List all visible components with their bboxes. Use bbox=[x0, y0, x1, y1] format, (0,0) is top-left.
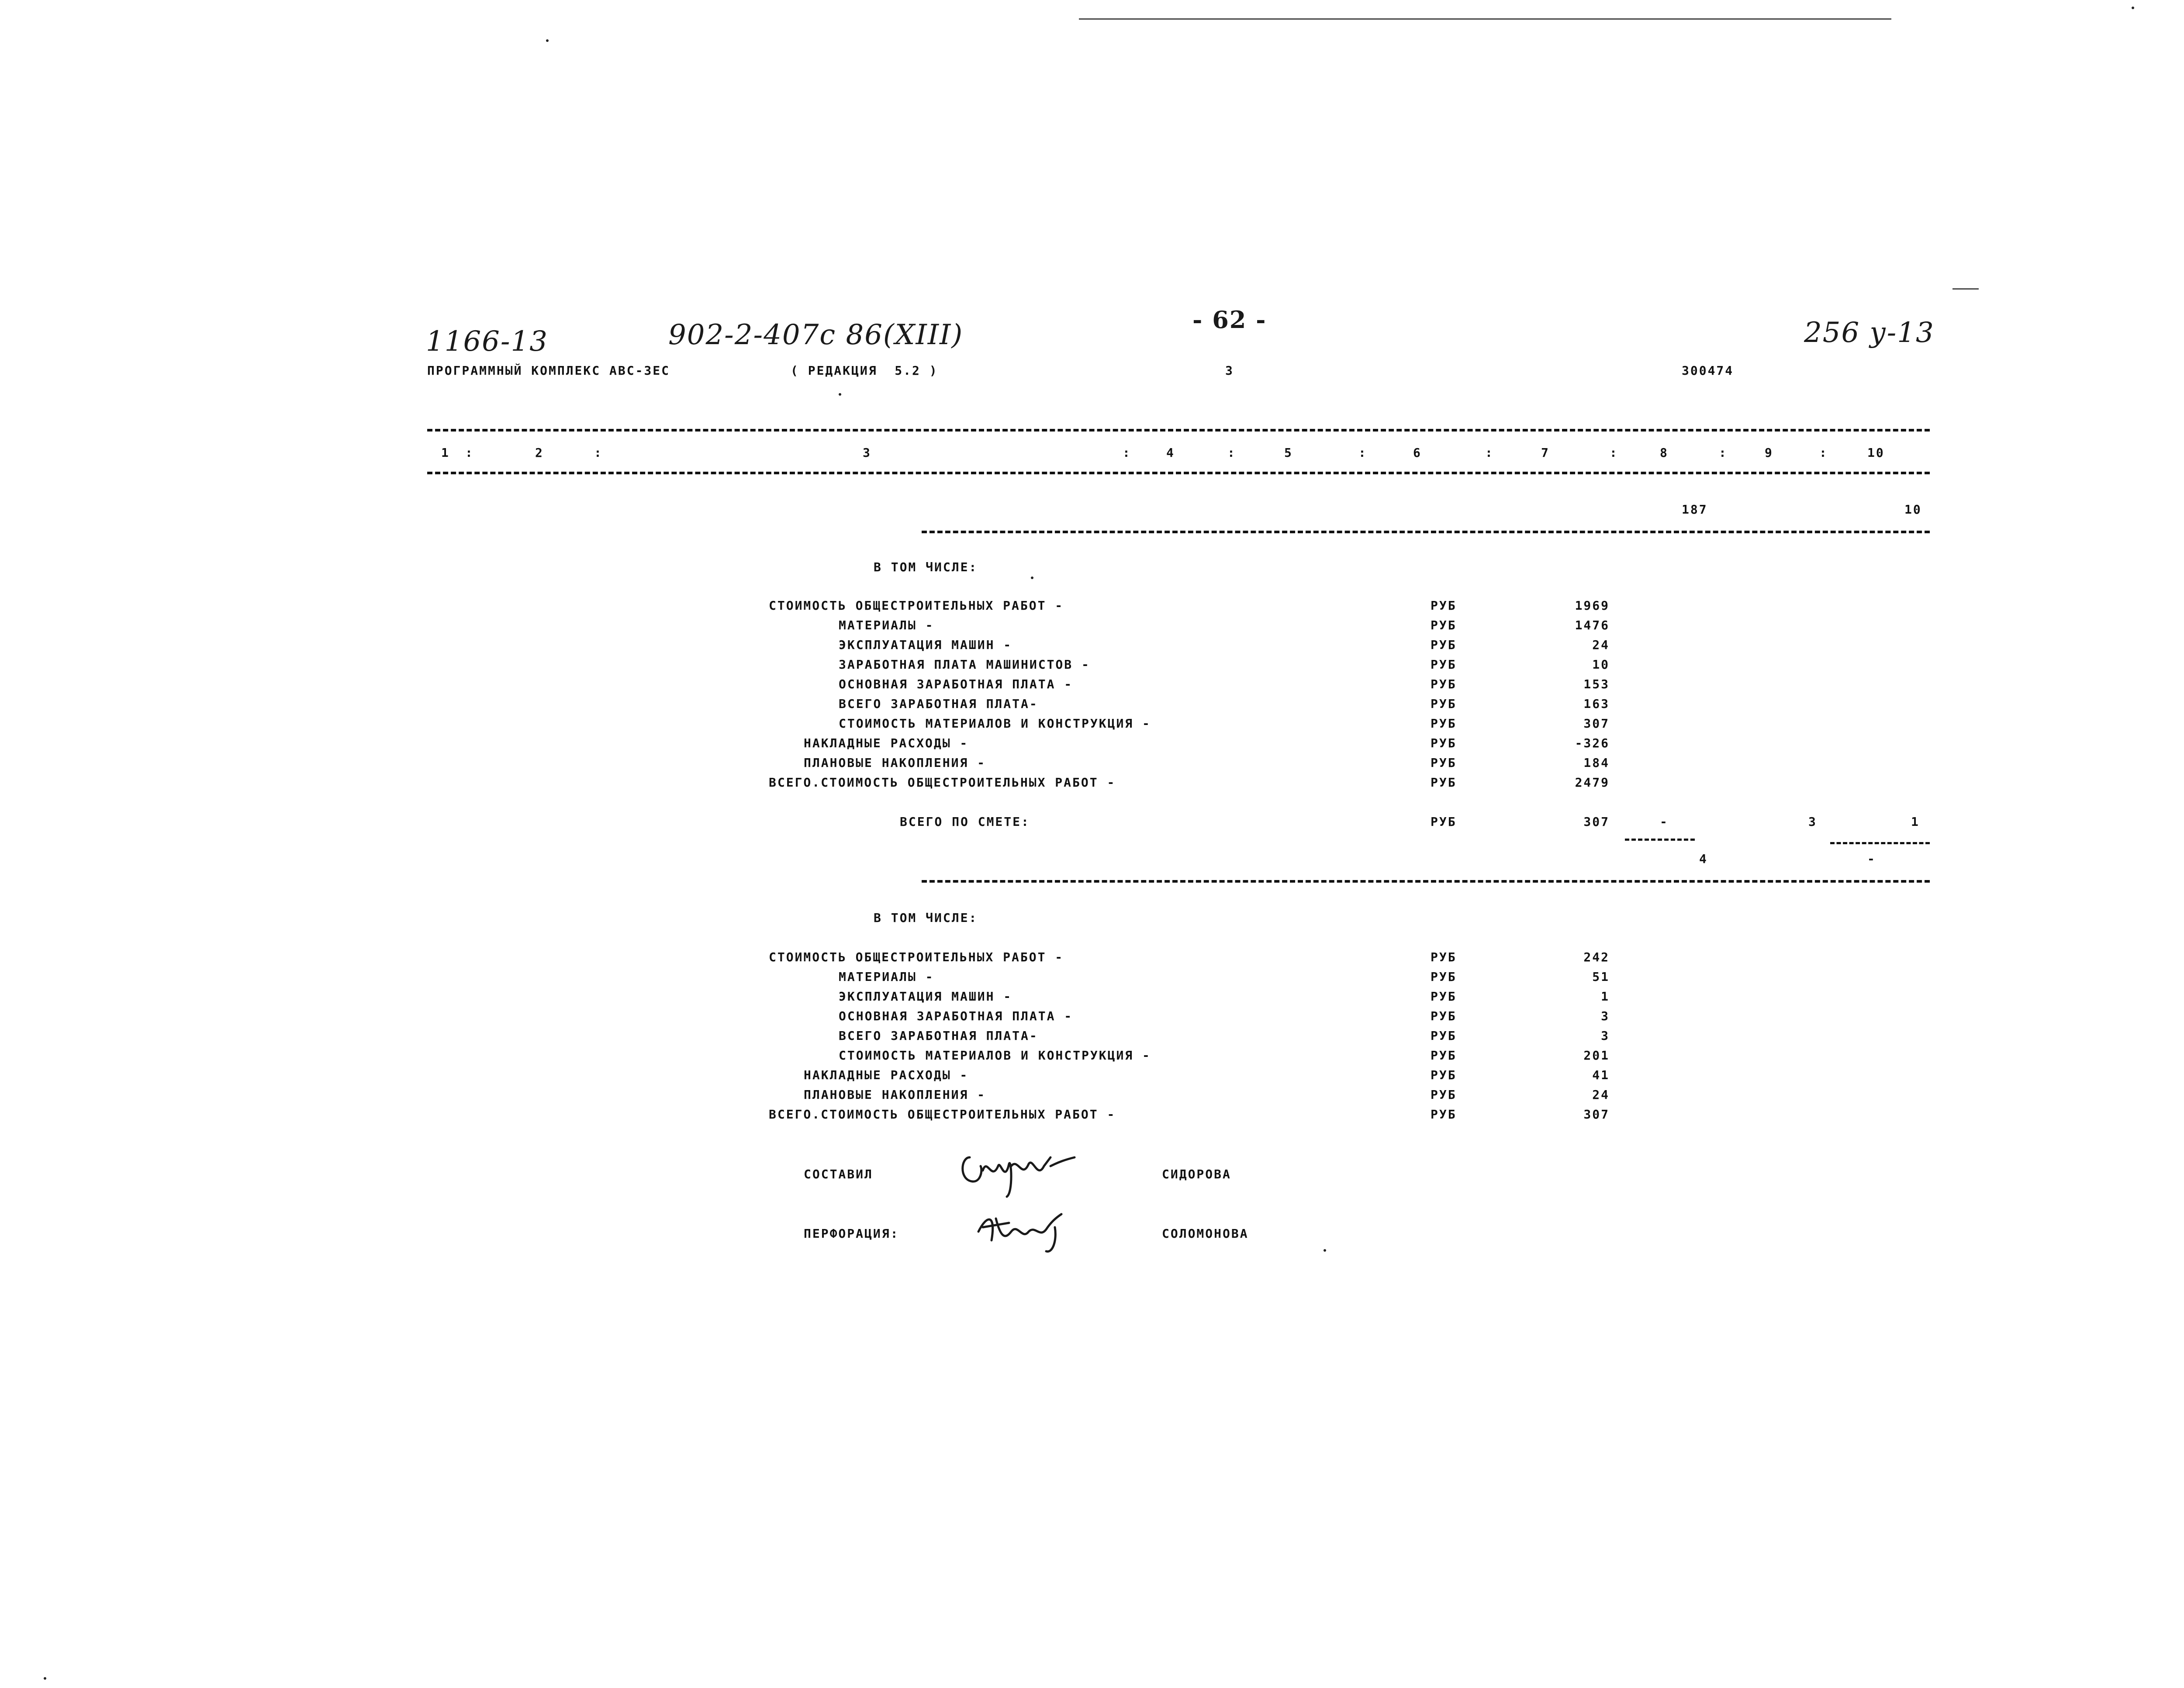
scan-speck bbox=[839, 393, 841, 396]
row-value: 41 bbox=[1592, 1068, 1610, 1082]
total-col10-underline bbox=[1830, 842, 1930, 844]
row-unit: РУБ bbox=[1431, 677, 1457, 691]
column-number: 1 bbox=[441, 445, 450, 460]
column-number: 7 bbox=[1541, 445, 1550, 460]
row-value: 163 bbox=[1583, 697, 1610, 711]
row-unit: РУБ bbox=[1431, 657, 1457, 672]
row-value: 1969 bbox=[1575, 598, 1610, 613]
row-value: 3 bbox=[1601, 1029, 1610, 1043]
section2-subheading: В ТОМ ЧИСЛЕ: bbox=[874, 911, 978, 925]
total-col10: 1 bbox=[1911, 815, 1920, 829]
row-value: 1476 bbox=[1575, 618, 1610, 632]
column-separator: : bbox=[465, 445, 474, 460]
column-separator: : bbox=[594, 445, 603, 460]
row-unit: РУБ bbox=[1431, 697, 1457, 711]
row-label: СТОИМОСТЬ ОБЩЕСТРОИТЕЛЬНЫХ РАБОТ - bbox=[769, 950, 1064, 964]
row-unit: РУБ bbox=[1431, 989, 1457, 1004]
top-scan-line bbox=[1079, 18, 1891, 20]
total-dash: - bbox=[1660, 815, 1669, 829]
program-title: ПРОГРАММНЫЙ КОМПЛЕКС АВС-3ЕС bbox=[427, 363, 670, 378]
row-unit: РУБ bbox=[1431, 618, 1457, 632]
total-col9: 3 bbox=[1808, 815, 1817, 829]
document-code: 300474 bbox=[1682, 363, 1734, 378]
column-separator: : bbox=[1819, 445, 1828, 460]
row-label: МАТЕРИАЛЫ - bbox=[839, 970, 934, 984]
sheet-number: 3 bbox=[1225, 363, 1234, 378]
row-unit: РУБ bbox=[1431, 775, 1457, 790]
column-separator: : bbox=[1719, 445, 1728, 460]
row-value: 24 bbox=[1592, 1087, 1610, 1102]
row-value: 307 bbox=[1583, 1107, 1610, 1122]
handwritten-right-number: 256 у-13 bbox=[1804, 317, 1935, 349]
column-separator: : bbox=[1610, 445, 1618, 460]
signature-role: СОСТАВИЛ bbox=[804, 1167, 873, 1181]
row-unit: РУБ bbox=[1431, 756, 1457, 770]
row-label: ЗАРАБОТНАЯ ПЛАТА МАШИНИСТОВ - bbox=[839, 657, 1090, 672]
row-value: 242 bbox=[1583, 950, 1610, 964]
section2-rule bbox=[922, 880, 1930, 883]
signature-role: ПЕРФОРАЦИЯ: bbox=[804, 1226, 899, 1241]
row-label: СТОИМОСТЬ ОБЩЕСТРОИТЕЛЬНЫХ РАБОТ - bbox=[769, 598, 1064, 613]
row-unit: РУБ bbox=[1431, 598, 1457, 613]
row-label: ПЛАНОВЫЕ НАКОПЛЕНИЯ - bbox=[804, 756, 986, 770]
row-unit: РУБ bbox=[1431, 1048, 1457, 1063]
row-unit: РУБ bbox=[1431, 1087, 1457, 1102]
row-label: ЭКСПЛУАТАЦИЯ МАШИН - bbox=[839, 989, 1013, 1004]
column-separator: : bbox=[1123, 445, 1131, 460]
row-value: 153 bbox=[1583, 677, 1610, 691]
total-below-col8: 4 bbox=[1699, 852, 1708, 866]
signatory-name: СОЛОМОНОВА bbox=[1162, 1226, 1249, 1241]
section1-subheading: В ТОМ ЧИСЛЕ: bbox=[874, 560, 978, 574]
row-label: СТОИМОСТЬ МАТЕРИАЛОВ И КОНСТРУКЦИЯ - bbox=[839, 1048, 1151, 1063]
column-separator: : bbox=[1485, 445, 1494, 460]
row-value: 10 bbox=[1592, 657, 1610, 672]
row-value: 201 bbox=[1583, 1048, 1610, 1063]
handwritten-left-number: 1166-13 bbox=[426, 325, 548, 358]
row-unit: РУБ bbox=[1431, 638, 1457, 652]
row-unit: РУБ bbox=[1431, 1009, 1457, 1023]
row-unit: РУБ bbox=[1431, 950, 1457, 964]
column-separator: : bbox=[1358, 445, 1367, 460]
row-label: ВСЕГО ЗАРАБОТНАЯ ПЛАТА- bbox=[839, 697, 1038, 711]
row-label: ЭКСПЛУАТАЦИЯ МАШИН - bbox=[839, 638, 1013, 652]
handwritten-page-number: - 62 - bbox=[1192, 306, 1267, 334]
total-value: 307 bbox=[1583, 815, 1610, 829]
row-label: НАКЛАДНЫЕ РАСХОДЫ - bbox=[804, 1068, 969, 1082]
row-value: 24 bbox=[1592, 638, 1610, 652]
row-value: 51 bbox=[1592, 970, 1610, 984]
column-number: 10 bbox=[1867, 445, 1885, 460]
signatory-name: СИДОРОВА bbox=[1162, 1167, 1231, 1181]
row-unit: РУБ bbox=[1431, 1107, 1457, 1122]
row-label: НАКЛАДНЫЕ РАСХОДЫ - bbox=[804, 736, 969, 750]
column-number: 5 bbox=[1284, 445, 1293, 460]
column-number: 4 bbox=[1166, 445, 1175, 460]
total-unit: РУБ bbox=[1431, 815, 1457, 829]
scan-speck bbox=[1031, 576, 1033, 579]
column-number: 6 bbox=[1413, 445, 1422, 460]
row-value: -326 bbox=[1575, 736, 1610, 750]
row-label: ВСЕГО.СТОИМОСТЬ ОБЩЕСТРОИТЕЛЬНЫХ РАБОТ - bbox=[769, 775, 1116, 790]
row-unit: РУБ bbox=[1431, 970, 1457, 984]
row-label: СТОИМОСТЬ МАТЕРИАЛОВ И КОНСТРУКЦИЯ - bbox=[839, 716, 1151, 731]
section1-rule bbox=[922, 531, 1930, 533]
top-right-line bbox=[1952, 288, 1979, 290]
row-unit: РУБ bbox=[1431, 716, 1457, 731]
row-unit: РУБ bbox=[1431, 736, 1457, 750]
scan-speck bbox=[1324, 1249, 1326, 1252]
row-label: ОСНОВНАЯ ЗАРАБОТНАЯ ПЛАТА - bbox=[839, 677, 1073, 691]
row-label: ВСЕГО ЗАРАБОТНАЯ ПЛАТА- bbox=[839, 1029, 1038, 1043]
handwritten-signature bbox=[970, 1201, 1083, 1258]
total-col8-underline bbox=[1625, 839, 1695, 841]
row-value: 184 bbox=[1583, 756, 1610, 770]
column-header-bottom-rule bbox=[427, 472, 1930, 474]
column-number: 2 bbox=[535, 445, 544, 460]
scan-speck bbox=[44, 1677, 46, 1680]
section1-col10-value: 10 bbox=[1904, 502, 1922, 517]
row-value: 2479 bbox=[1575, 775, 1610, 790]
edition-label: ( РЕДАКЦИЯ 5.2 ) bbox=[791, 363, 938, 378]
scan-speck bbox=[2132, 7, 2134, 9]
row-unit: РУБ bbox=[1431, 1068, 1457, 1082]
column-number: 8 bbox=[1660, 445, 1669, 460]
total-label: ВСЕГО ПО СМЕТЕ: bbox=[900, 815, 1030, 829]
column-number: 9 bbox=[1765, 445, 1773, 460]
column-number: 3 bbox=[863, 445, 871, 460]
row-value: 307 bbox=[1583, 716, 1610, 731]
column-separator: : bbox=[1227, 445, 1236, 460]
section1-col8-value: 187 bbox=[1682, 502, 1708, 517]
row-label: ПЛАНОВЫЕ НАКОПЛЕНИЯ - bbox=[804, 1087, 986, 1102]
row-unit: РУБ bbox=[1431, 1029, 1457, 1043]
handwritten-project-code: 902-2-407с 86(XIII) bbox=[668, 319, 964, 351]
total-below-col10: - bbox=[1867, 852, 1876, 866]
scan-speck bbox=[546, 39, 549, 42]
handwritten-signature bbox=[957, 1140, 1088, 1201]
row-value: 3 bbox=[1601, 1009, 1610, 1023]
row-value: 1 bbox=[1601, 989, 1610, 1004]
row-label: ОСНОВНАЯ ЗАРАБОТНАЯ ПЛАТА - bbox=[839, 1009, 1073, 1023]
column-header-top-rule bbox=[427, 429, 1930, 431]
row-label: ВСЕГО.СТОИМОСТЬ ОБЩЕСТРОИТЕЛЬНЫХ РАБОТ - bbox=[769, 1107, 1116, 1122]
row-label: МАТЕРИАЛЫ - bbox=[839, 618, 934, 632]
